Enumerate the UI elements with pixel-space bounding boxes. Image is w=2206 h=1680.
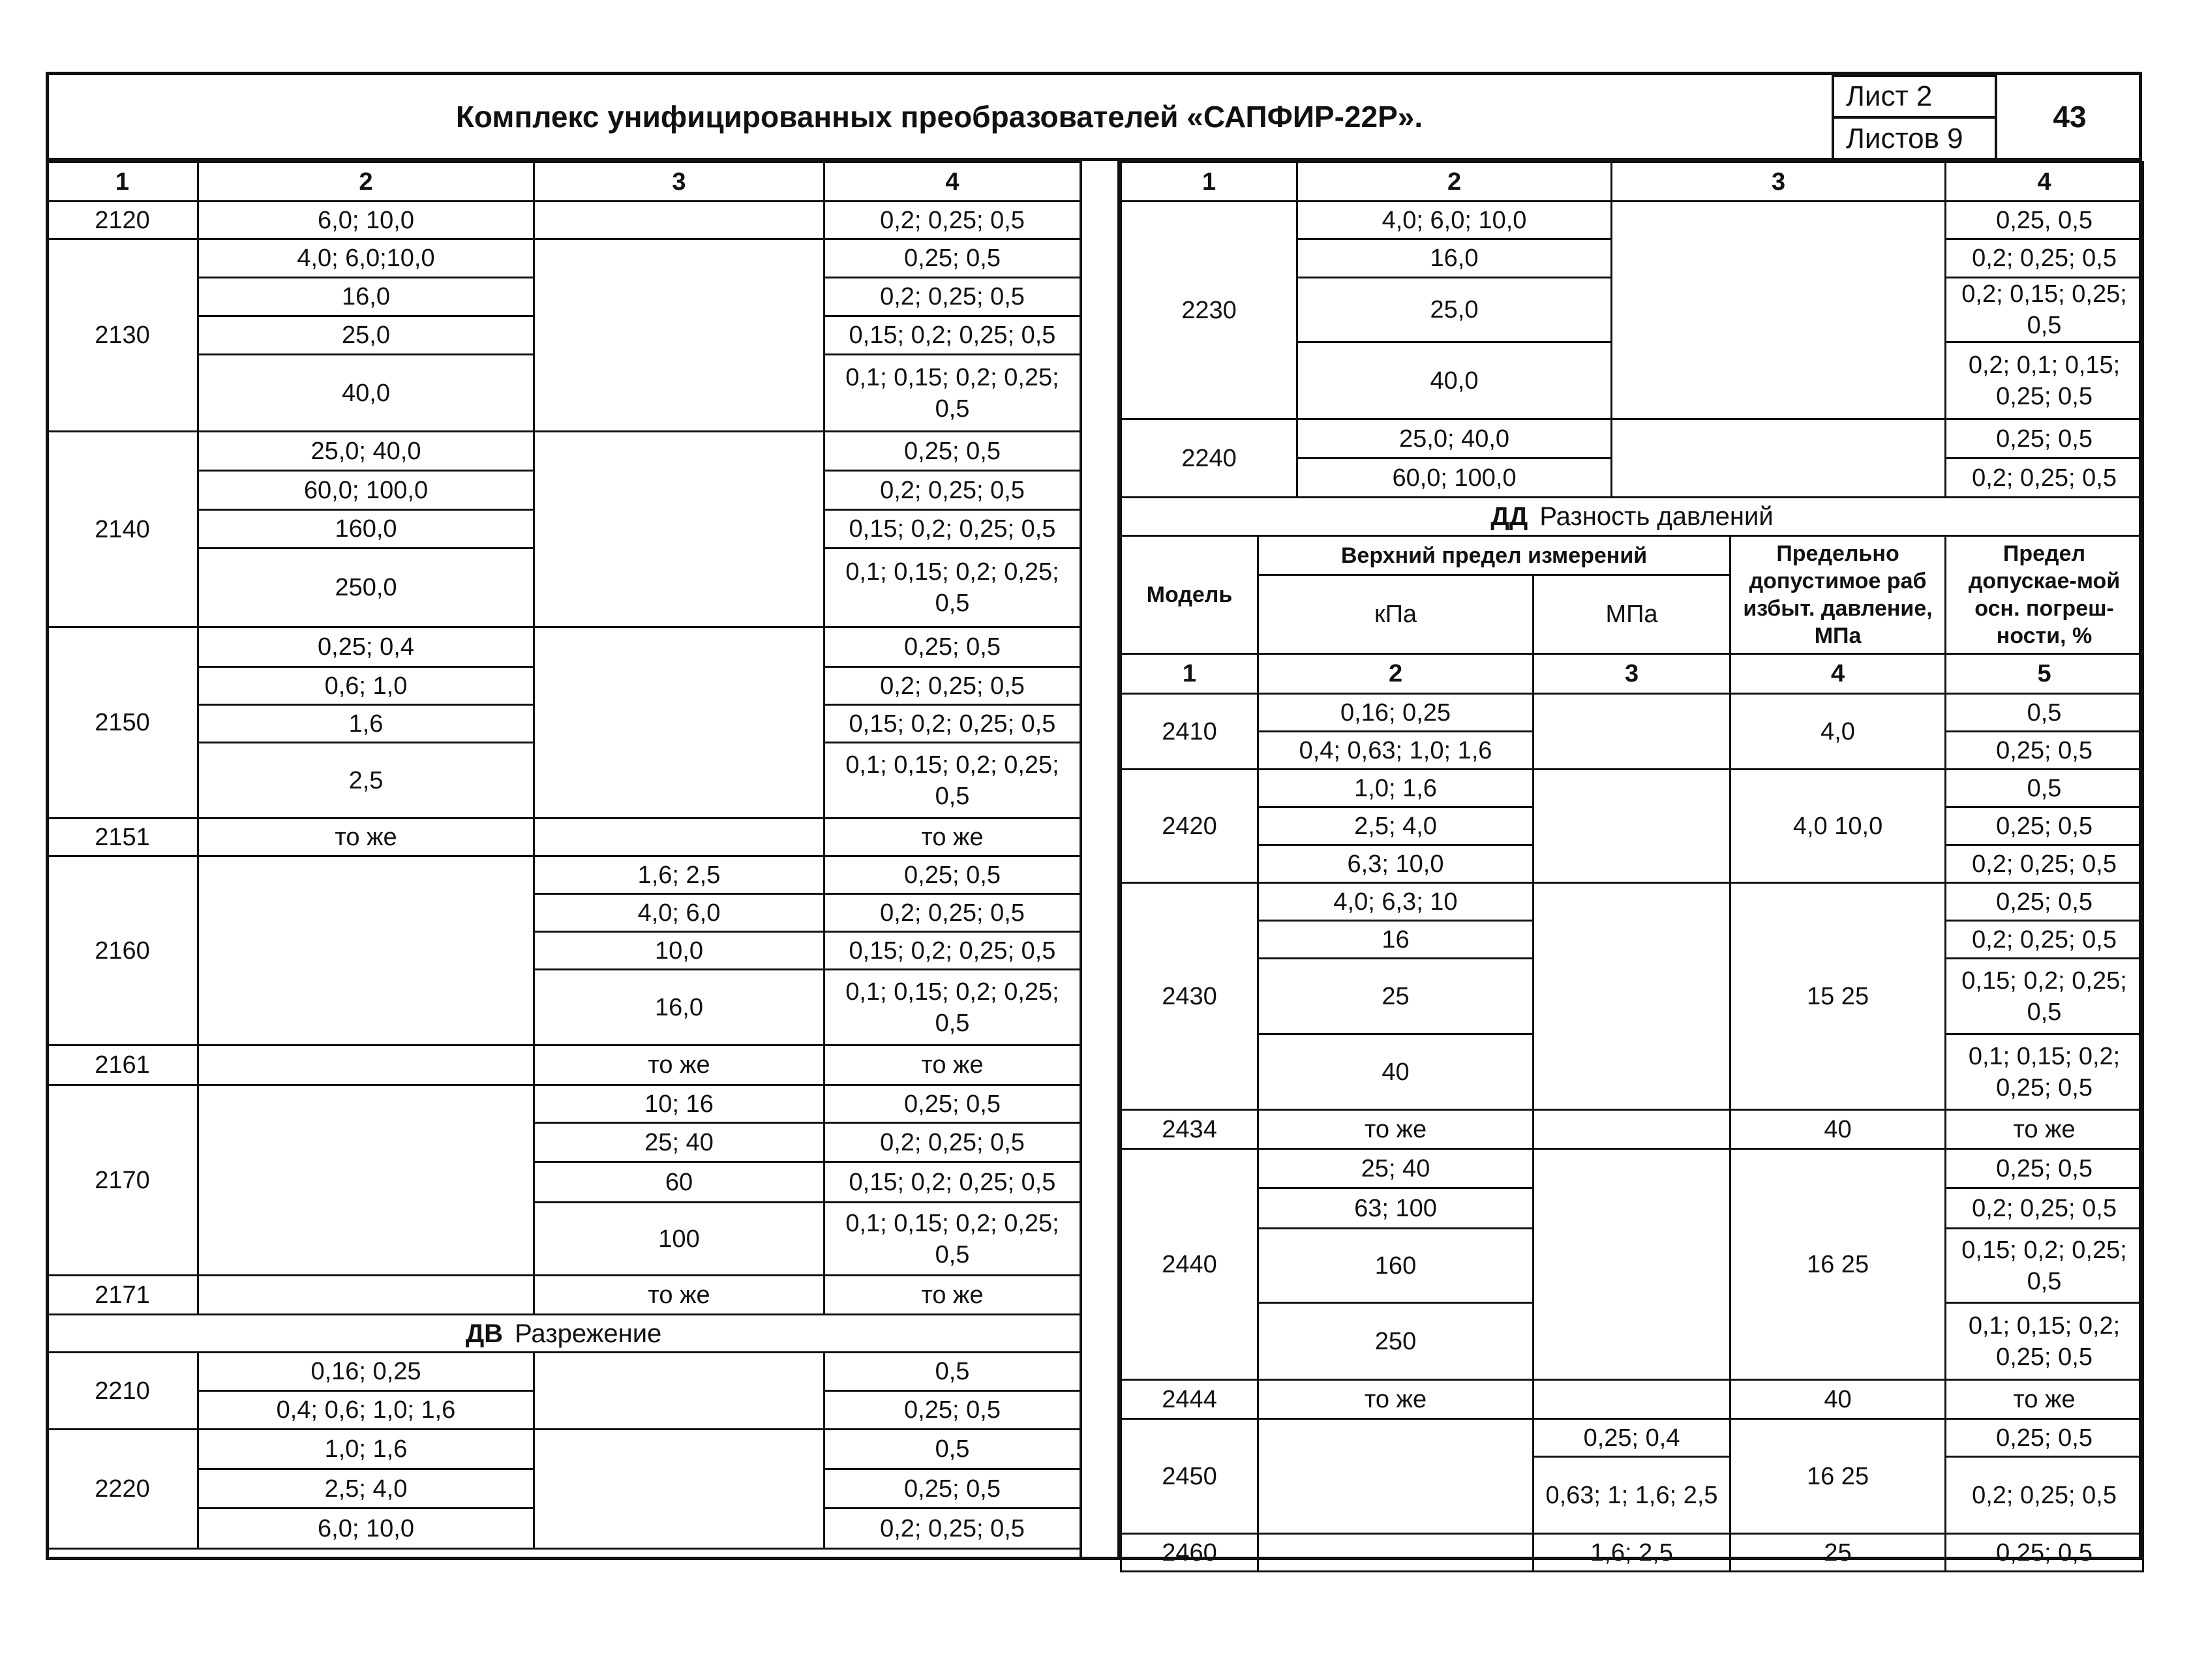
- error-cell: 0,2; 0,25; 0,5: [824, 202, 1081, 239]
- model-cell: 2430: [1121, 883, 1258, 1110]
- error-cell: 0,2; 0,25; 0,5: [1946, 1457, 2143, 1534]
- kpa-cell: 160: [1258, 1229, 1534, 1303]
- mpa-cell: 1,6; 2,5: [534, 856, 824, 894]
- error-cell: 0,2; 0,25; 0,5: [824, 471, 1081, 510]
- pressure-cell: 25: [1730, 1534, 1946, 1572]
- kpa-cell: 250: [1258, 1303, 1534, 1380]
- error-cell: 0,25; 0,5: [824, 1391, 1081, 1430]
- pressure-cell: 16 25: [1730, 1419, 1946, 1534]
- error-cell: 0,25; 0,5: [1946, 1534, 2143, 1572]
- kpa-cell: 6,0; 10,0: [198, 1508, 534, 1549]
- section-code: ДД: [1490, 502, 1528, 531]
- mpa-cell: 4,0; 6,0: [534, 894, 824, 932]
- mpa-cell: [1534, 694, 1730, 770]
- kpa-cell: 2,5; 4,0: [1258, 807, 1534, 845]
- mpa-cell: то же: [534, 1045, 824, 1085]
- mpa-cell: то же: [534, 1276, 824, 1315]
- kpa-cell: 6,0; 10,0: [198, 202, 534, 239]
- col-header: 3: [1612, 162, 1946, 202]
- col-header: 4: [1946, 162, 2143, 202]
- col-number: 5: [1946, 654, 2143, 694]
- mpa-cell: [534, 818, 824, 856]
- header-error: Предел допускае-мой осн. погреш-ности, %: [1946, 536, 2143, 654]
- pressure-cell: 4,0: [1730, 694, 1946, 770]
- kpa-cell: 25,0; 40,0: [198, 432, 534, 471]
- right-table: [1120, 161, 2144, 1572]
- error-cell: 0,5: [824, 1430, 1081, 1469]
- page-number: 43: [1995, 72, 2142, 161]
- header-mpa: МПа: [1534, 575, 1730, 654]
- kpa-cell: 1,6: [198, 705, 534, 743]
- mpa-cell: 16,0: [534, 970, 824, 1045]
- error-cell: 0,25; 0,5: [824, 432, 1081, 471]
- kpa-cell: 40,0: [198, 355, 534, 432]
- model-cell: 2120: [47, 202, 198, 239]
- mpa-cell: [534, 239, 824, 432]
- kpa-cell: 40,0: [1297, 342, 1612, 419]
- error-cell: 0,25; 0,5: [1946, 1149, 2143, 1188]
- mpa-cell: 100: [534, 1203, 824, 1276]
- error-cell: то же: [824, 1276, 1081, 1315]
- kpa-cell: 60,0; 100,0: [198, 471, 534, 510]
- header-model: Модель: [1121, 536, 1258, 654]
- model-cell: 2460: [1121, 1534, 1258, 1572]
- error-cell: 0,2; 0,25; 0,5: [1946, 921, 2143, 959]
- kpa-cell: [198, 1276, 534, 1315]
- error-cell: 0,15; 0,2; 0,25; 0,5: [824, 705, 1081, 743]
- error-cell: 0,2; 0,25; 0,5: [824, 1123, 1081, 1162]
- section-dd: [1121, 498, 2143, 536]
- pressure-cell: 15 25: [1730, 883, 1946, 1110]
- mpa-cell: 0,25; 0,4: [1534, 1419, 1730, 1457]
- mpa-cell: [534, 1353, 824, 1430]
- kpa-cell: 25,0: [1297, 278, 1612, 342]
- mpa-cell: 10,0: [534, 932, 824, 970]
- kpa-cell: 16,0: [1297, 239, 1612, 278]
- mpa-cell: [1534, 883, 1730, 1110]
- pressure-cell: 40: [1730, 1380, 1946, 1419]
- error-cell: 0,15; 0,2; 0,25; 0,5: [1946, 959, 2143, 1034]
- error-cell: 0,5: [1946, 770, 2143, 807]
- kpa-cell: 25,0; 40,0: [1297, 419, 1612, 458]
- model-cell: 2171: [47, 1276, 198, 1315]
- kpa-cell: 63; 100: [1258, 1188, 1534, 1229]
- col-header: 2: [198, 162, 534, 202]
- mpa-cell: [534, 202, 824, 239]
- col-header: 1: [47, 162, 198, 202]
- model-cell: 2151: [47, 818, 198, 856]
- error-cell: 0,15; 0,2; 0,25; 0,5: [824, 316, 1081, 355]
- header-kpa: кПа: [1258, 575, 1534, 654]
- error-cell: 0,2; 0,25; 0,5: [1946, 458, 2143, 498]
- mpa-cell: [534, 1430, 824, 1549]
- error-cell: 0,2; 0,15; 0,25; 0,5: [1946, 278, 2143, 342]
- col-number: 1: [1121, 654, 1258, 694]
- error-cell: 0,1; 0,15; 0,2; 0,25; 0,5: [1946, 1303, 2143, 1380]
- model-cell: 2410: [1121, 694, 1258, 770]
- model-cell: 2230: [1121, 202, 1297, 419]
- kpa-cell: 4,0; 6,0; 10,0: [1297, 202, 1612, 239]
- col-number: 3: [1534, 654, 1730, 694]
- model-cell: 2444: [1121, 1380, 1258, 1419]
- kpa-cell: 25,0: [198, 316, 534, 355]
- section-dv: [47, 1315, 1081, 1353]
- header-pressure: Предельно допустимое раб избыт. давление, МПа: [1730, 536, 1946, 654]
- pressure-cell: 16 25: [1730, 1149, 1946, 1380]
- kpa-cell: 250,0: [198, 548, 534, 627]
- col-header: 3: [534, 162, 824, 202]
- kpa-cell: 16,0: [198, 278, 534, 316]
- kpa-cell: 4,0; 6,0;10,0: [198, 239, 534, 278]
- mpa-cell: 60: [534, 1162, 824, 1203]
- col-number: 4: [1730, 654, 1946, 694]
- mpa-cell: [1534, 770, 1730, 883]
- error-cell: 0,25; 0,5: [1946, 807, 2143, 845]
- mpa-cell: 25; 40: [534, 1123, 824, 1162]
- kpa-cell: [1258, 1419, 1534, 1534]
- kpa-cell: 0,16; 0,25: [198, 1353, 534, 1391]
- kpa-cell: то же: [1258, 1110, 1534, 1149]
- error-cell: 0,1; 0,15; 0,2; 0,25; 0,5: [824, 1203, 1081, 1276]
- col-header: 4: [824, 162, 1081, 202]
- kpa-cell: [198, 1045, 534, 1085]
- mpa-cell: [1534, 1149, 1730, 1380]
- kpa-cell: 60,0; 100,0: [1297, 458, 1612, 498]
- header-upper-limit: Верхний предел измерений: [1258, 536, 1730, 575]
- error-cell: 0,25, 0,5: [1946, 202, 2143, 239]
- pressure-cell: 40: [1730, 1110, 1946, 1149]
- mpa-cell: [1612, 202, 1946, 419]
- model-cell: 2150: [47, 627, 198, 818]
- mpa-cell: 0,63; 1; 1,6; 2,5: [1534, 1457, 1730, 1534]
- mpa-cell: [1612, 419, 1946, 498]
- kpa-cell: 6,3; 10,0: [1258, 845, 1534, 883]
- error-cell: 0,2; 0,25; 0,5: [824, 894, 1081, 932]
- kpa-cell: [198, 1085, 534, 1276]
- kpa-cell: то же: [1258, 1380, 1534, 1419]
- kpa-cell: 0,25; 0,4: [198, 627, 534, 667]
- kpa-cell: [198, 856, 534, 1045]
- error-cell: 0,5: [824, 1353, 1081, 1391]
- model-cell: 2434: [1121, 1110, 1258, 1149]
- kpa-cell: [1258, 1534, 1534, 1572]
- error-cell: 0,2; 0,25; 0,5: [824, 667, 1081, 705]
- error-cell: 0,1; 0,15; 0,2; 0,25; 0,5: [824, 743, 1081, 818]
- model-cell: 2450: [1121, 1419, 1258, 1534]
- kpa-cell: 40: [1258, 1034, 1534, 1110]
- left-table: [46, 161, 1081, 1550]
- model-cell: 2210: [47, 1353, 198, 1430]
- error-cell: 0,15; 0,2; 0,25; 0,5: [1946, 1229, 2143, 1303]
- kpa-cell: 160,0: [198, 510, 534, 548]
- section-title: Разность давлений: [1539, 502, 1774, 531]
- model-cell: 2161: [47, 1045, 198, 1085]
- kpa-cell: 2,5; 4,0: [198, 1469, 534, 1508]
- error-cell: 0,5: [1946, 694, 2143, 732]
- mpa-cell: 10; 16: [534, 1085, 824, 1123]
- mpa-cell: [1534, 1380, 1730, 1419]
- kpa-cell: 4,0; 6,3; 10: [1258, 883, 1534, 921]
- kpa-cell: 0,4; 0,6; 1,0; 1,6: [198, 1391, 534, 1430]
- error-cell: 0,1; 0,15; 0,2; 0,25; 0,5: [1946, 1034, 2143, 1110]
- kpa-cell: 1,0; 1,6: [198, 1430, 534, 1469]
- model-cell: 2240: [1121, 419, 1297, 498]
- column-gap: [1080, 161, 1120, 1560]
- section-title: Разрежение: [515, 1319, 662, 1348]
- error-cell: 0,15; 0,2; 0,25; 0,5: [824, 510, 1081, 548]
- error-cell: 0,25; 0,5: [824, 1085, 1081, 1123]
- error-cell: то же: [1946, 1110, 2143, 1149]
- kpa-cell: 0,4; 0,63; 1,0; 1,6: [1258, 732, 1534, 770]
- error-cell: 0,25; 0,5: [1946, 883, 2143, 921]
- error-cell: 0,2; 0,25; 0,5: [824, 278, 1081, 316]
- mpa-cell: [534, 432, 824, 627]
- model-cell: 2420: [1121, 770, 1258, 883]
- error-cell: 0,25; 0,5: [1946, 1419, 2143, 1457]
- error-cell: 0,25; 0,5: [1946, 732, 2143, 770]
- kpa-cell: 0,16; 0,25: [1258, 694, 1534, 732]
- error-cell: 0,1; 0,15; 0,2; 0,25; 0,5: [824, 548, 1081, 627]
- mpa-cell: [534, 627, 824, 818]
- error-cell: 0,15; 0,2; 0,25; 0,5: [824, 1162, 1081, 1203]
- section-code: ДВ: [465, 1319, 504, 1348]
- model-cell: 2160: [47, 856, 198, 1045]
- error-cell: 0,1; 0,15; 0,2; 0,25; 0,5: [824, 355, 1081, 432]
- error-cell: 0,2; 0,1; 0,15; 0,25; 0,5: [1946, 342, 2143, 419]
- error-cell: 0,2; 0,25; 0,5: [1946, 845, 2143, 883]
- kpa-cell: 2,5: [198, 743, 534, 818]
- model-cell: 2220: [47, 1430, 198, 1549]
- error-cell: 0,25; 0,5: [824, 239, 1081, 278]
- col-header: 2: [1297, 162, 1612, 202]
- kpa-cell: 25; 40: [1258, 1149, 1534, 1188]
- error-cell: 0,2; 0,25; 0,5: [1946, 1188, 2143, 1229]
- kpa-cell: 1,0; 1,6: [1258, 770, 1534, 807]
- error-cell: то же: [824, 818, 1081, 856]
- col-number: 2: [1258, 654, 1534, 694]
- sheet-number: Лист 2: [1832, 74, 1997, 119]
- kpa-cell: 25: [1258, 959, 1534, 1034]
- error-cell: то же: [1946, 1380, 2143, 1419]
- mpa-cell: [1534, 1110, 1730, 1149]
- sheet-count: Листов 9: [1832, 116, 1997, 161]
- error-cell: 0,25; 0,5: [824, 856, 1081, 894]
- error-cell: 0,25; 0,5: [824, 1469, 1081, 1508]
- model-cell: 2140: [47, 432, 198, 627]
- error-cell: 0,2; 0,25; 0,5: [1946, 239, 2143, 278]
- error-cell: 0,25; 0,5: [1946, 419, 2143, 458]
- mpa-cell: 1,6; 2,5: [1534, 1534, 1730, 1572]
- error-cell: 0,25; 0,5: [824, 627, 1081, 667]
- kpa-cell: 0,6; 1,0: [198, 667, 534, 705]
- error-cell: 0,15; 0,2; 0,25; 0,5: [824, 932, 1081, 970]
- error-cell: 0,1; 0,15; 0,2; 0,25; 0,5: [824, 970, 1081, 1045]
- model-cell: 2130: [47, 239, 198, 432]
- model-cell: 2170: [47, 1085, 198, 1276]
- col-header: 1: [1121, 162, 1297, 202]
- model-cell: 2440: [1121, 1149, 1258, 1380]
- kpa-cell: 16: [1258, 921, 1534, 959]
- error-cell: 0,2; 0,25; 0,5: [824, 1508, 1081, 1549]
- kpa-cell: то же: [198, 818, 534, 856]
- pressure-cell: 4,0 10,0: [1730, 770, 1946, 883]
- document-title: Комплекс унифицированных преобразователей «САПФИР-22Р».: [455, 99, 1423, 134]
- error-cell: то же: [824, 1045, 1081, 1085]
